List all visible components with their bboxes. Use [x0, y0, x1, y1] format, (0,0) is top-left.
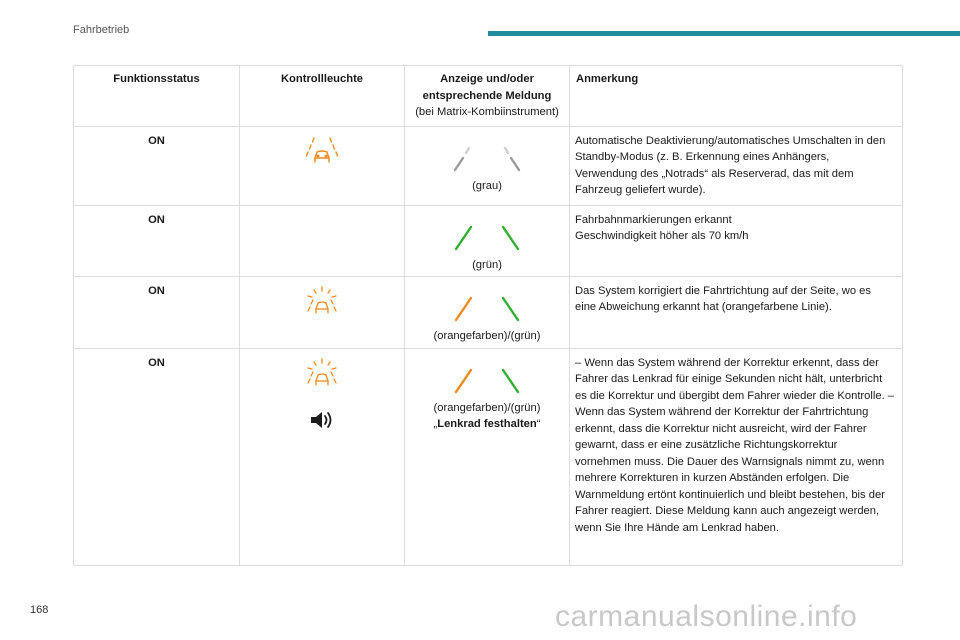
lamp-cell [240, 205, 405, 276]
display-cell [405, 126, 570, 205]
lane-assist-active-icon [305, 358, 339, 388]
remark-line: Geschwindigkeit höher als 70 km/h [575, 230, 749, 242]
display-message [406, 416, 568, 433]
table-row [74, 348, 903, 565]
lane-assist-warning-icon [305, 136, 339, 166]
display-caption: (orangefarben)/(grün) [433, 329, 541, 342]
table-row [74, 126, 903, 205]
lane-assist-active-icon [305, 286, 339, 316]
display-cell [405, 205, 570, 276]
speaker-icon [309, 410, 335, 430]
table-row [74, 276, 903, 348]
display-cell [405, 276, 570, 348]
lamp-cell [240, 348, 405, 565]
status-cell: ON [74, 205, 240, 276]
remark-line: Fahrbahnmarkierungen erkannt [575, 213, 732, 226]
message-text: Lenkrad festhalten [437, 418, 537, 430]
lane-lines-green-icon [447, 225, 527, 251]
lane-lines-orange-green-icon [447, 368, 527, 394]
lane-lines-grey-icon [447, 146, 527, 172]
remark-cell [570, 205, 903, 276]
status-cell: ON [74, 276, 240, 348]
display-caption: (grün) [472, 258, 502, 271]
page-number: 168 [30, 604, 49, 616]
lamp-cell [240, 126, 405, 205]
message-quote-close: “ [536, 418, 541, 430]
remark-cell: Das System korrigiert die Fahrtrichtung auf der Seite, wo es eine Abweichung erkannt hat (orangefarbene Linie). [570, 276, 903, 348]
table-header-row [74, 66, 903, 127]
lamp-cell [240, 276, 405, 348]
header-accent-bar [488, 31, 960, 36]
watermark: carmanualsonline.info [555, 600, 858, 633]
status-cell: ON [74, 348, 240, 565]
header-display [405, 66, 570, 127]
display-caption: (orangefarben)/(grün) [433, 401, 541, 414]
header-display-title: Anzeige und/oder entsprechende Meldung [422, 73, 552, 102]
display-cell [405, 348, 570, 565]
lane-lines-orange-green-icon [447, 296, 527, 322]
display-caption: (grau) [472, 179, 502, 192]
status-cell: ON [74, 126, 240, 205]
function-status-table [73, 65, 903, 566]
remark-cell: Automatische Deaktivierung/automatisches Umschalten in den Standby-Modus (z. B. Erkennung eines Anhängers, Verwendung des „Notrads“ als Reserverad, das mit dem Fahrzeug geliefert wurde). [570, 126, 903, 205]
header-remark: Anmerkung [570, 66, 903, 127]
table-row [74, 205, 903, 276]
remark-cell: – Wenn das System während der Korrektur erkennt, dass der Fahrer das Lenkrad für einige Sekunden nicht hält, unterbricht es die Korrektur und übergibt dem Fahrer wieder die Kontrolle. – Wenn das System während der Korrektur der Fahrtrichtung erkennt, dass die Korrektur nicht ausreicht, wird der Fahrer gewarnt, dass er eine zusätzliche Richtungskorrektur vornehmen muss. Die Dauer des Warnsignals nimmt zu, wenn mehrere Korrekturen in kurzen Abständen erfolgen. Die Warnmeldung ertönt kontinuierlich und bleibt bestehen, bis der Fahrer reagiert. Diese Meldung kann auch angezeigt werden, wenn Sie Ihre Hände am Lenkrad haben. [570, 348, 903, 565]
section-title: Fahrbetrieb [73, 24, 130, 36]
header-lamp: Kontrollleuchte [240, 66, 405, 127]
header-status: Funktionsstatus [74, 66, 240, 127]
header-display-sub: (bei Matrix-Kombiinstrument) [415, 106, 559, 118]
message-quote-open: „ [433, 418, 438, 430]
